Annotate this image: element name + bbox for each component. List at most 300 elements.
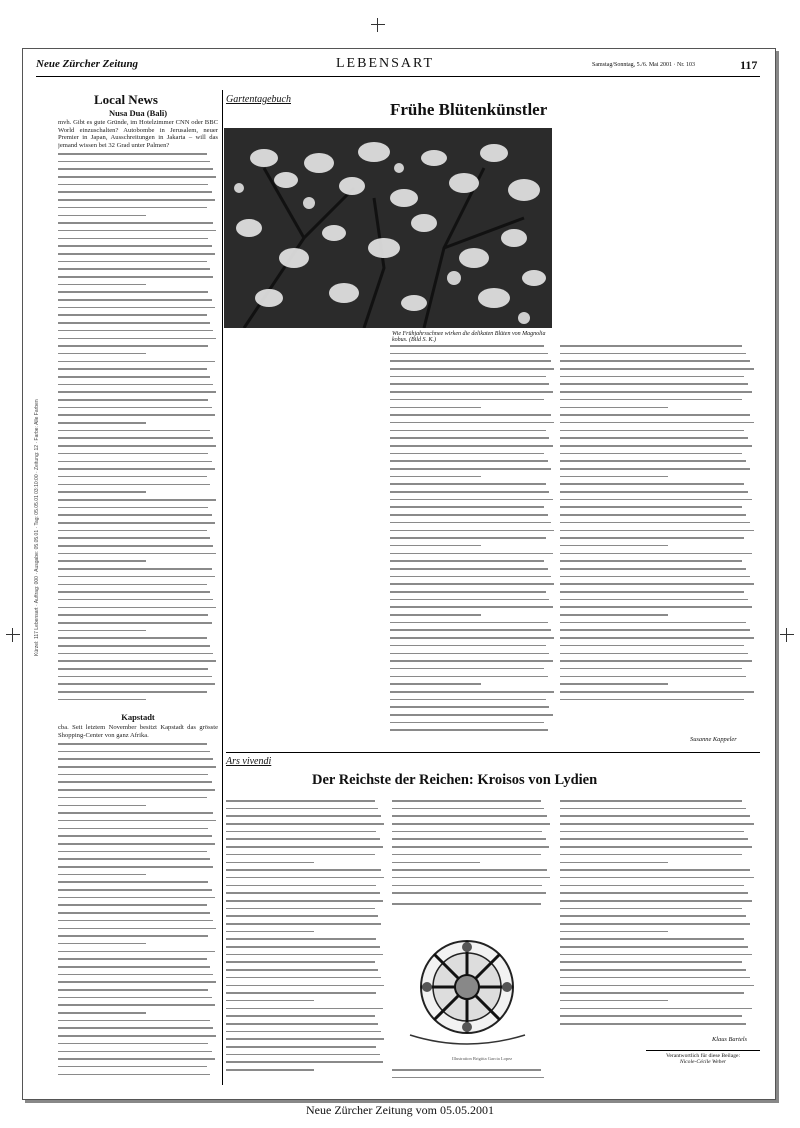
text-line	[390, 711, 556, 719]
text-line	[226, 1028, 386, 1036]
text-line	[560, 657, 756, 665]
text-line	[58, 496, 218, 504]
text-line	[58, 565, 218, 573]
text-line	[226, 828, 386, 836]
text-line	[58, 1001, 218, 1009]
text-line	[58, 188, 218, 196]
text-line	[58, 204, 218, 212]
text-line	[58, 150, 218, 158]
gartentagebuch-headline: Frühe Blütenkünstler	[390, 100, 548, 119]
text-line	[58, 604, 218, 612]
local-news-body	[58, 150, 218, 706]
text-line	[560, 943, 756, 951]
text-line	[390, 634, 556, 642]
text-line	[58, 573, 218, 581]
text-line	[390, 503, 556, 511]
text-line	[390, 719, 556, 727]
text-line	[560, 820, 756, 828]
text-line	[58, 265, 218, 273]
text-line	[58, 963, 218, 971]
text-line	[58, 173, 218, 181]
text-line	[58, 381, 218, 389]
text-line	[560, 805, 756, 813]
text-line	[560, 611, 756, 619]
text-line	[560, 626, 756, 634]
text-line	[226, 1035, 386, 1043]
sidebar-meta: Kürzel: 117 Lebensart · Auftrag: 000 · Ausgabe: 05.05.01 · Tag: 05.05.01 03:10:00 · Zeitung: 12 · Farbe: Alle Farben	[34, 399, 40, 656]
text-line	[392, 882, 552, 890]
text-line	[560, 357, 756, 365]
text-line	[390, 434, 556, 442]
text-line	[226, 851, 386, 859]
text-line	[390, 542, 556, 550]
ars-vivendi-author: Klaus Bartels	[712, 1036, 747, 1043]
text-line	[58, 242, 218, 250]
text-line	[226, 974, 386, 982]
text-line	[58, 755, 218, 763]
text-line	[58, 250, 218, 258]
text-line	[390, 473, 556, 481]
text-line	[58, 948, 218, 956]
text-line	[390, 657, 556, 665]
section-divider	[226, 752, 760, 753]
text-line	[58, 940, 218, 948]
text-line	[226, 859, 386, 867]
text-line	[560, 688, 756, 696]
text-line	[390, 373, 556, 381]
text-line	[58, 465, 218, 473]
text-line	[226, 912, 386, 920]
text-line	[560, 835, 756, 843]
text-line	[390, 496, 556, 504]
text-line	[390, 365, 556, 373]
text-line	[390, 457, 556, 465]
text-line	[392, 851, 552, 859]
text-line	[390, 350, 556, 358]
text-line	[58, 1063, 218, 1071]
text-line	[390, 527, 556, 535]
text-line	[560, 680, 756, 688]
text-line	[58, 273, 218, 281]
text-line	[58, 1040, 218, 1048]
garten-text-col-2	[390, 342, 556, 735]
text-line	[390, 619, 556, 627]
text-line	[560, 404, 756, 412]
text-line	[58, 396, 218, 404]
text-line	[58, 342, 218, 350]
text-line	[58, 878, 218, 886]
text-line	[560, 380, 756, 388]
text-line	[560, 580, 756, 588]
ars-col-2-mid	[392, 900, 552, 908]
text-line	[226, 1058, 386, 1066]
text-line	[390, 726, 556, 734]
text-line	[390, 665, 556, 673]
text-line	[560, 588, 756, 596]
text-line	[390, 488, 556, 496]
issue-date: Samstag/Sonntag, 5./6. Mai 2001 · Nr. 103	[592, 62, 695, 68]
text-line	[560, 812, 756, 820]
text-line	[560, 673, 756, 681]
text-line	[390, 519, 556, 527]
text-line	[58, 373, 218, 381]
text-line	[226, 874, 386, 882]
text-line	[226, 820, 386, 828]
text-line	[560, 889, 756, 897]
text-line	[58, 588, 218, 596]
text-line	[58, 1017, 218, 1025]
text-line	[58, 434, 218, 442]
text-line	[560, 874, 756, 882]
text-line	[390, 465, 556, 473]
section-title: LEBENSART	[336, 56, 435, 71]
text-line	[560, 828, 756, 836]
text-line	[560, 974, 756, 982]
text-line	[560, 997, 756, 1005]
text-line	[392, 874, 552, 882]
gartentagebuch-kicker: Gartentagebuch	[226, 94, 291, 105]
text-line	[560, 897, 756, 905]
text-line	[560, 596, 756, 604]
text-line	[392, 805, 552, 813]
text-line	[226, 805, 386, 813]
text-line	[560, 851, 756, 859]
text-line	[58, 840, 218, 848]
text-line	[58, 419, 218, 427]
text-line	[58, 511, 218, 519]
text-line	[226, 1043, 386, 1051]
text-line	[226, 920, 386, 928]
text-line	[58, 748, 218, 756]
text-line	[58, 786, 218, 794]
text-line	[560, 603, 756, 611]
text-line	[58, 212, 218, 220]
text-line	[58, 1009, 218, 1017]
text-line	[560, 859, 756, 867]
text-line	[560, 450, 756, 458]
magnolia-photo	[224, 128, 552, 328]
text-line	[390, 450, 556, 458]
text-line	[58, 281, 218, 289]
gartentagebuch-author: Susanne Kappeler	[690, 736, 737, 743]
ars-col-3	[560, 797, 756, 1028]
text-line	[560, 843, 756, 851]
text-line	[560, 642, 756, 650]
text-line	[392, 828, 552, 836]
text-line	[560, 519, 756, 527]
text-line	[58, 311, 218, 319]
text-line	[58, 763, 218, 771]
text-line	[226, 951, 386, 959]
text-line	[58, 978, 218, 986]
text-line	[58, 235, 218, 243]
text-line	[58, 365, 218, 373]
text-line	[390, 580, 556, 588]
text-line	[58, 288, 218, 296]
text-line	[560, 342, 756, 350]
text-line	[390, 427, 556, 435]
text-line	[560, 920, 756, 928]
kapstadt-body	[58, 740, 218, 1080]
text-line	[560, 912, 756, 920]
text-line	[58, 650, 218, 658]
text-line	[560, 473, 756, 481]
text-line	[58, 855, 218, 863]
text-line	[390, 342, 556, 350]
text-line	[58, 219, 218, 227]
text-line	[560, 1020, 756, 1028]
text-line	[392, 866, 552, 874]
text-line	[58, 1032, 218, 1040]
text-line	[390, 388, 556, 396]
text-line	[58, 196, 218, 204]
text-line	[390, 380, 556, 388]
text-line	[58, 1055, 218, 1063]
text-line	[226, 843, 386, 851]
text-line	[58, 411, 218, 419]
text-line	[392, 859, 552, 867]
text-line	[58, 901, 218, 909]
text-line	[226, 1066, 386, 1074]
text-line	[390, 396, 556, 404]
text-line	[392, 843, 552, 851]
text-line	[58, 771, 218, 779]
text-line	[560, 573, 756, 581]
text-line	[560, 511, 756, 519]
ars-col-2-bottom	[392, 1066, 552, 1082]
text-line	[58, 894, 218, 902]
masthead	[36, 56, 760, 77]
text-line	[560, 503, 756, 511]
text-line	[58, 673, 218, 681]
text-line	[560, 465, 756, 473]
text-line	[560, 866, 756, 874]
text-line	[58, 550, 218, 558]
text-line	[560, 480, 756, 488]
text-line	[560, 388, 756, 396]
text-line	[226, 797, 386, 805]
text-line	[226, 1012, 386, 1020]
text-line	[226, 905, 386, 913]
text-line	[560, 935, 756, 943]
text-line	[58, 611, 218, 619]
local-news-title: Local News	[94, 92, 158, 107]
text-line	[392, 812, 552, 820]
text-line	[390, 357, 556, 365]
text-line	[58, 1071, 218, 1079]
text-line	[58, 794, 218, 802]
responsible-label: Verantwortlich für diese Beilage:	[665, 1053, 741, 1059]
text-line	[560, 882, 756, 890]
text-line	[58, 994, 218, 1002]
text-line	[226, 989, 386, 997]
text-line	[560, 557, 756, 565]
text-line	[58, 335, 218, 343]
text-line	[392, 1074, 552, 1082]
text-line	[58, 596, 218, 604]
text-line	[58, 534, 218, 542]
kapstadt-heading: Kapstadt	[121, 712, 155, 722]
registration-mark-left	[6, 628, 20, 642]
text-line	[226, 812, 386, 820]
text-line	[390, 411, 556, 419]
text-line	[390, 688, 556, 696]
text-line	[560, 534, 756, 542]
text-line	[392, 1066, 552, 1074]
text-line	[390, 534, 556, 542]
text-line	[560, 550, 756, 558]
text-line	[390, 650, 556, 658]
text-line	[390, 404, 556, 412]
text-line	[560, 797, 756, 805]
text-line	[392, 889, 552, 897]
ars-vivendi-kicker: Ars vivendi	[226, 756, 272, 767]
text-line	[226, 982, 386, 990]
text-line	[58, 258, 218, 266]
text-line	[560, 951, 756, 959]
registration-mark-top	[371, 18, 385, 32]
text-line	[560, 665, 756, 673]
page-number: 117	[740, 58, 758, 72]
text-line	[392, 820, 552, 828]
text-line	[390, 673, 556, 681]
text-line	[560, 434, 756, 442]
text-line	[58, 871, 218, 879]
text-line	[58, 986, 218, 994]
text-line	[390, 696, 556, 704]
text-line	[560, 411, 756, 419]
local-news-lead: mvh. Gibt es gute Gründe, im Hotelzimmer CNN oder BBC World einzuschalten? Autobombe in Jerusalem, neuer Premier in Japan, Ausschreitungen in Jakarta – will das jemand wissen bei 32 Grad unter Palmen?	[58, 119, 218, 150]
text-line	[58, 665, 218, 673]
text-line	[58, 165, 218, 173]
text-line	[560, 958, 756, 966]
text-line	[58, 473, 218, 481]
text-line	[560, 928, 756, 936]
text-line	[560, 396, 756, 404]
text-line	[226, 882, 386, 890]
text-line	[390, 550, 556, 558]
text-line	[58, 696, 218, 704]
text-line	[560, 905, 756, 913]
responsible-box	[646, 1050, 760, 1065]
text-line	[560, 1005, 756, 1013]
ars-col-1	[226, 797, 386, 1074]
text-line	[58, 802, 218, 810]
text-line	[560, 542, 756, 550]
text-line	[560, 350, 756, 358]
text-line	[390, 680, 556, 688]
text-line	[226, 928, 386, 936]
text-line	[392, 797, 552, 805]
text-line	[390, 480, 556, 488]
text-line	[58, 917, 218, 925]
text-line	[58, 327, 218, 335]
text-line	[560, 696, 756, 704]
text-line	[58, 932, 218, 940]
text-line	[58, 527, 218, 535]
text-line	[560, 565, 756, 573]
text-line	[58, 427, 218, 435]
text-line	[58, 909, 218, 917]
text-line	[58, 971, 218, 979]
text-line	[560, 373, 756, 381]
text-line	[560, 650, 756, 658]
text-line	[58, 488, 218, 496]
garten-text-col-3	[560, 342, 756, 704]
text-line	[58, 634, 218, 642]
text-line	[58, 519, 218, 527]
text-line	[390, 565, 556, 573]
text-line	[226, 1051, 386, 1059]
text-line	[58, 442, 218, 450]
text-line	[58, 542, 218, 550]
text-line	[58, 825, 218, 833]
text-line	[58, 296, 218, 304]
text-line	[58, 350, 218, 358]
text-line	[58, 581, 218, 589]
text-line	[560, 982, 756, 990]
text-line	[58, 404, 218, 412]
text-line	[226, 943, 386, 951]
text-line	[390, 596, 556, 604]
text-line	[58, 848, 218, 856]
text-line	[58, 809, 218, 817]
text-line	[560, 1012, 756, 1020]
text-line	[390, 642, 556, 650]
text-line	[560, 989, 756, 997]
kroisos-illustration	[400, 925, 535, 1055]
text-line	[58, 740, 218, 748]
text-line	[560, 488, 756, 496]
text-line	[390, 419, 556, 427]
text-line	[226, 897, 386, 905]
text-line	[226, 958, 386, 966]
text-line	[226, 835, 386, 843]
text-line	[58, 925, 218, 933]
text-line	[58, 886, 218, 894]
text-line	[560, 634, 756, 642]
text-line	[560, 457, 756, 465]
text-line	[58, 557, 218, 565]
text-line	[560, 966, 756, 974]
text-line	[58, 680, 218, 688]
text-line	[226, 889, 386, 897]
photo-caption: Wie Frühjahrsschnee wirken die delikaten Blüten von Magnolia kobus. (Bild S. K.)	[392, 331, 546, 343]
text-line	[390, 573, 556, 581]
text-line	[58, 358, 218, 366]
text-line	[58, 832, 218, 840]
text-line	[226, 935, 386, 943]
text-line	[58, 955, 218, 963]
column-divider	[222, 90, 223, 1085]
text-line	[560, 619, 756, 627]
text-line	[226, 1005, 386, 1013]
local-news-byline: Nusa Dua (Bali)	[108, 108, 168, 118]
text-line	[58, 304, 218, 312]
text-line	[226, 1020, 386, 1028]
kapstadt-lead: cba. Seit letztem November besitzt Kapstadt das grösste Shopping-Center von ganz Afrika.	[58, 724, 218, 739]
text-line	[58, 319, 218, 327]
text-line	[58, 1024, 218, 1032]
text-line	[392, 835, 552, 843]
text-line	[58, 863, 218, 871]
text-line	[390, 611, 556, 619]
text-line	[58, 657, 218, 665]
text-line	[390, 511, 556, 519]
text-line	[390, 703, 556, 711]
text-line	[390, 442, 556, 450]
text-line	[226, 997, 386, 1005]
